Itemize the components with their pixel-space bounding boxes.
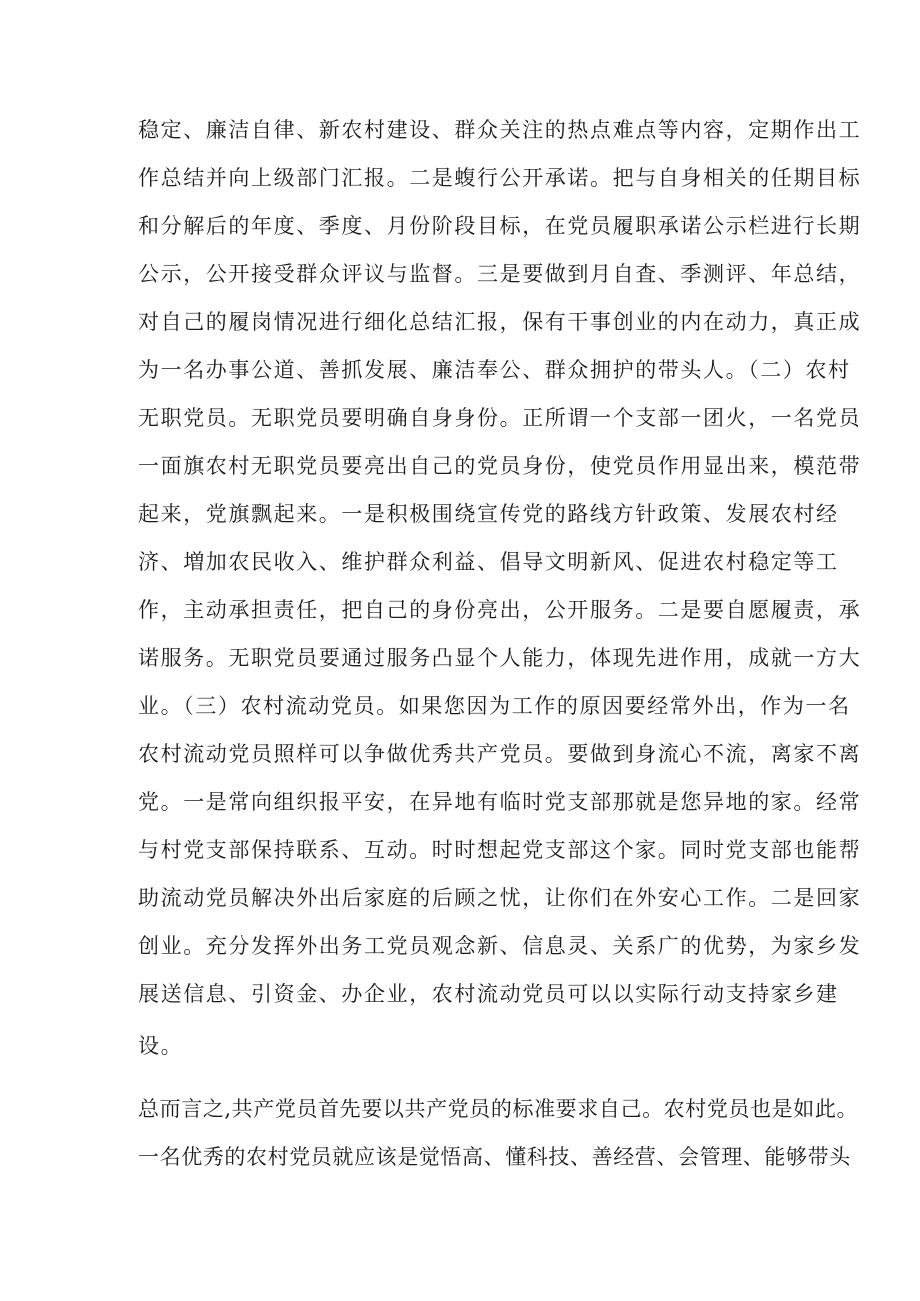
text-line: 作总结并向上级部门汇报。二是蝮行公开承诺。把与自身相关的任期目标 <box>138 166 862 190</box>
text-line: 和分解后的年度、季度、月份阶段目标，在党员履职承诺公示栏进行长期 <box>138 214 862 238</box>
text-line: 公示，公开接受群众评议与监督。三是要做到月自査、季测评、年总结， <box>138 262 862 286</box>
text-line: 设。 <box>138 1034 184 1058</box>
text-line: 济、増加农民收入、维护群众利益、倡导文明新风、促进农村稳定等工 <box>138 550 839 574</box>
text-line: 稳定、廉洁自律、新农村建设、群众关注的热点难点等内容，定期作出工 <box>138 118 862 142</box>
text-line: 展送信息、引资金、办企业，农村流动党员可以以实际行动支持家乡建 <box>138 982 839 1006</box>
text-line: 业。（三）农村流动党员。如果您因为工作的原因要经常外出，作为一名 <box>138 694 851 718</box>
text-line: 总而言之,共产党员首先要以共产党员的标准要求自己。农村党员也是如此。 <box>138 1097 859 1121</box>
text-line: 对自己的履岗情况进行细化总结汇报，保有干事创业的内在动力，真正成 <box>138 310 862 334</box>
text-line: 与村党支部保持联系、互动。时时想起党支部这个家。同时党支部也能帮 <box>138 838 862 862</box>
text-line: 党。一是常向组织报平安，在异地有临时党支部那就是您异地的家。经常 <box>138 790 862 814</box>
text-line: 农村流动党员照样可以争做优秀共产党员。要做到身流心不流，离家不离 <box>138 742 862 766</box>
text-line: 一面旗农村无职党员要亮出自己的党员身份，使党员作用显出来，模范带 <box>138 454 862 478</box>
text-line: 创业。充分发挥外出务工党员观念新、信息灵、关系广的优势，为家乡发 <box>138 934 862 958</box>
text-line: 起来，党旗飘起来。一是积极围绕宣传党的路线方针政策、发展农村经 <box>138 502 839 526</box>
text-line: 一名优秀的农村党员就应该是觉悟高、懂科技、善经营、会管理、能够带头 <box>138 1145 851 1169</box>
text-line: 无职党员。无职党员要明确自身身份。正所谓一个支部一团火，一名党员 <box>138 406 862 430</box>
text-line: 作，主动承担责任，把自己的身份亮出，公开服务。二是要自愿履责，承 <box>138 598 862 622</box>
text-line: 诺服务。无职党员要通过服务凸显个人能力，体现先进作用，成就一方大 <box>138 646 862 670</box>
text-line: 为一名办事公道、善抓发展、廉洁奉公、群众拥护的带头人。（二）农村 <box>138 358 851 382</box>
text-line: 助流动党员解决外出后家庭的后顾之忧，让你们在外安心工作。二是回家 <box>138 886 862 910</box>
